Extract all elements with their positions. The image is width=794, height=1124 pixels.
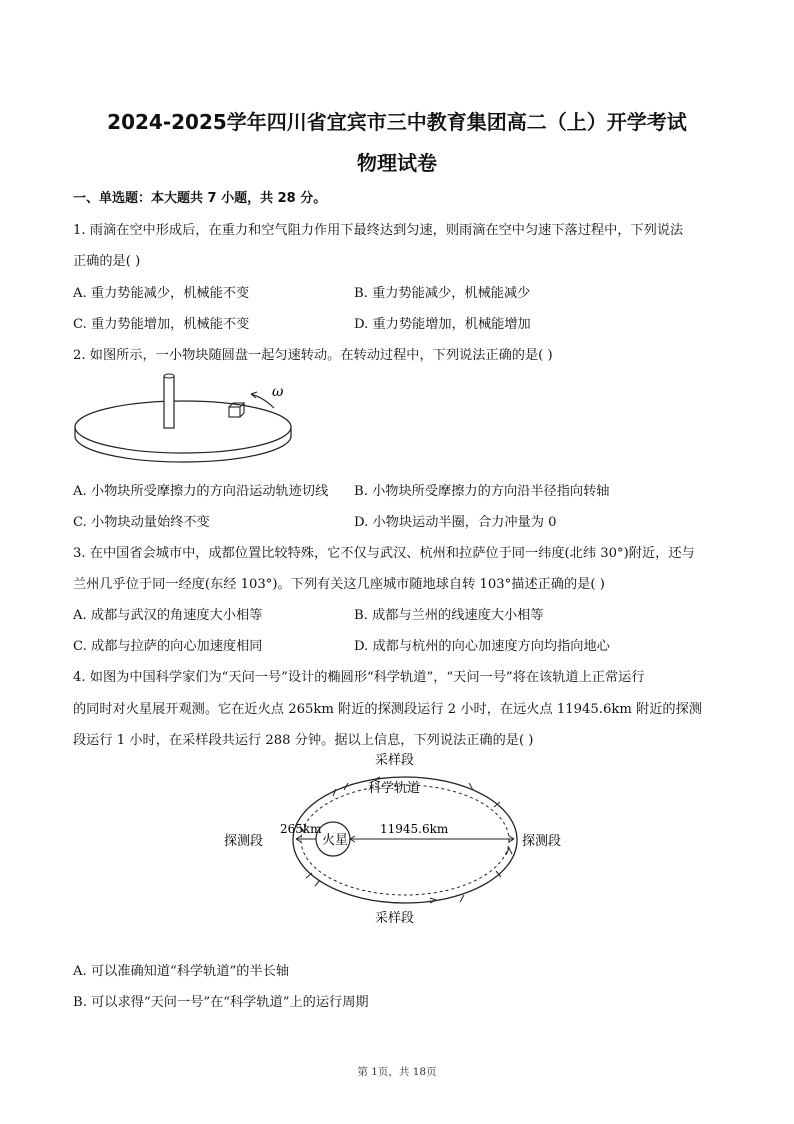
q4-stem-line3: 段运行 1 小时，在采样段共运行 288 分钟。据以上信息，下列说法正确的是( )	[73, 733, 534, 748]
page-footer: 第 1页，共 18页	[357, 1066, 437, 1078]
detect-right-label: 探测段	[522, 834, 562, 849]
q1-option-b: B. 重力势能减少，机械能减少	[354, 286, 531, 301]
q3-option-b: B. 成都与兰州的线速度大小相等	[354, 608, 544, 623]
q1-stem-line2: 正确的是( )	[73, 254, 141, 269]
q3-option-d: D. 成都与杭州的向心加速度方向均指向地心	[354, 639, 610, 654]
mars-label: 火星	[322, 833, 349, 848]
q4-stem-line2: 的同时对火星展开观测。它在近火点 265km 附近的探测段运行 2 小时，在远火点 11945.6km 附近的探测	[73, 702, 702, 717]
q1-option-d: D. 重力势能增加，机械能增加	[354, 317, 531, 332]
science-orbit-figure	[220, 750, 576, 930]
q3-stem-line2: 兰州几乎位于同一经度(东经 103°)。下列有关这几座城市随地球自转 103°描述正确的是( )	[73, 577, 605, 592]
exam-title: 2024-2025学年四川省宜宾市三中教育集团高二（上）开学考试	[107, 110, 687, 134]
far-distance-label: 11945.6km	[380, 822, 449, 836]
q4-option-a: A. 可以准确知道“科学轨道”的半长轴	[73, 964, 290, 979]
q2-option-c: C. 小物块动量始终不变	[73, 515, 210, 530]
rotating-disk-figure	[68, 372, 298, 470]
sampling-bottom-label: 采样段	[375, 911, 415, 926]
q2-option-a: A. 小物块所受摩擦力的方向沿运动轨迹切线	[73, 484, 329, 499]
q3-stem-line1: 3. 在中国省会城市中，成都位置比较特殊，它不仅与武汉、杭州和拉萨位于同一纬度(北纬 30°)附近，还与	[73, 546, 695, 561]
exam-subtitle: 物理试卷	[357, 151, 437, 175]
detect-left-label: 探测段	[224, 834, 264, 849]
orbit-label: 科学轨道	[368, 781, 421, 796]
sampling-top-label: 采样段	[375, 753, 415, 768]
q4-stem-line1: 4. 如图为中国科学家们为“天问一号”设计的椭圆形“科学轨道”，“天问一号”将在该轨道上正常运行	[73, 670, 645, 685]
q1-option-c: C. 重力势能增加，机械能不变	[73, 317, 250, 332]
q2-stem: 2. 如图所示，一小物块随圆盘一起匀速转动。在转动过程中，下列说法正确的是( )	[73, 348, 553, 363]
q2-option-b: B. 小物块所受摩擦力的方向沿半径指向转轴	[354, 484, 610, 499]
q2-option-d: D. 小物块运动半圈，合力冲量为 0	[354, 515, 557, 530]
q1-option-a: A. 重力势能减少，机械能不变	[73, 286, 250, 301]
near-distance-label: 265km	[280, 822, 322, 836]
q1-stem-line1: 1. 雨滴在空中形成后，在重力和空气阻力作用下最终达到匀速，则雨滴在空中匀速下落过程中，下列说法	[73, 223, 684, 238]
q3-option-c: C. 成都与拉萨的向心加速度相同	[73, 639, 263, 654]
q4-option-b: B. 可以求得“天问一号”在“科学轨道”上的运行周期	[73, 995, 369, 1010]
q3-option-a: A. 成都与武汉的角速度大小相等	[73, 608, 263, 623]
section-heading: 一、单选题：本大题共 7 小题，共 28 分。	[73, 191, 327, 206]
omega-label: ω	[272, 384, 284, 400]
